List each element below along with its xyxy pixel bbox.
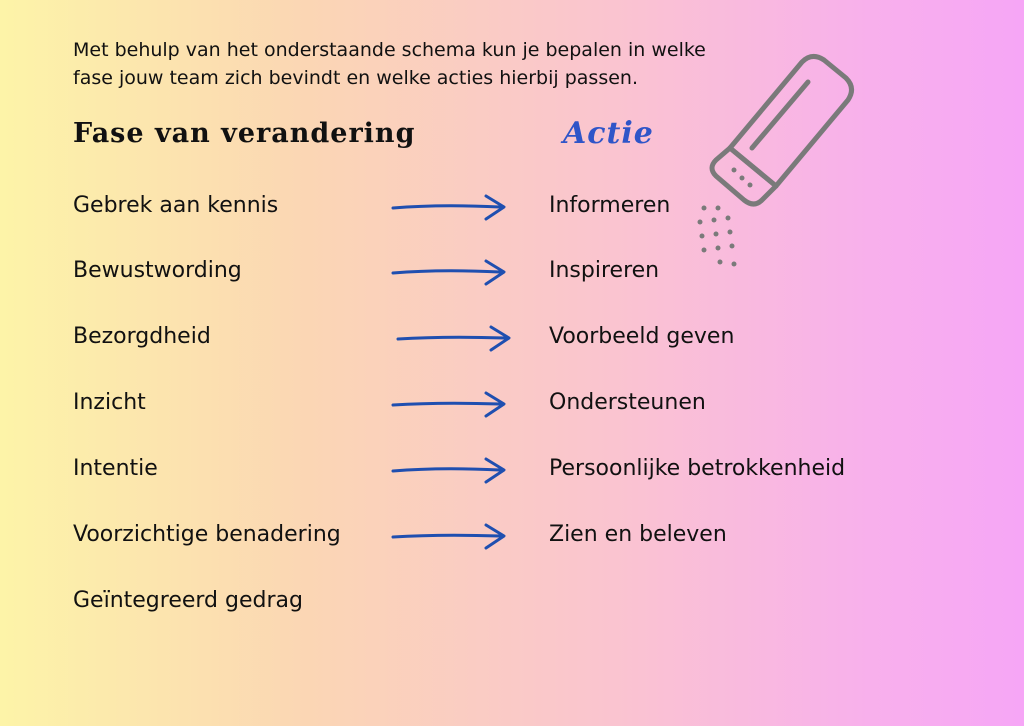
row-4 xyxy=(0,388,1024,428)
phase-label: Geïntegreerd gedrag xyxy=(73,588,303,613)
phase-label: Inzicht xyxy=(73,390,146,415)
arrow-right-icon xyxy=(390,388,515,418)
action-heading: Actie xyxy=(563,116,654,151)
arrow-right-icon xyxy=(390,256,515,286)
row-6 xyxy=(0,520,1024,560)
action-label: Informeren xyxy=(549,193,671,218)
phase-label: Bezorgdheid xyxy=(73,324,211,349)
row-5 xyxy=(0,454,1024,494)
action-label: Zien en beleven xyxy=(549,522,727,547)
intro-line-2: fase jouw team zich bevindt en welke acties hierbij passen. xyxy=(73,67,638,89)
arrow-right-icon xyxy=(390,454,515,484)
phase-heading: Fase van verandering xyxy=(73,118,416,149)
row-1 xyxy=(0,191,1024,231)
row-2 xyxy=(0,256,1024,296)
arrow-right-icon xyxy=(390,191,515,221)
intro-line-1: Met behulp van het onderstaande schema kun je bepalen in welke xyxy=(73,39,706,61)
arrow-right-icon xyxy=(395,322,520,352)
phase-label: Bewustwording xyxy=(73,258,242,283)
arrow-right-icon xyxy=(390,520,515,550)
action-label: Ondersteunen xyxy=(549,390,706,415)
phase-label: Voorzichtige benadering xyxy=(73,522,341,547)
intro-text xyxy=(73,36,773,92)
action-label: Voorbeeld geven xyxy=(549,324,735,349)
phase-label: Gebrek aan kennis xyxy=(73,193,279,218)
row-7 xyxy=(0,586,1024,626)
row-3 xyxy=(0,322,1024,362)
phase-label: Intentie xyxy=(73,456,158,481)
salt-shaker-icon xyxy=(690,48,865,278)
action-label: Persoonlijke betrokkenheid xyxy=(549,456,846,481)
action-label: Inspireren xyxy=(549,258,660,283)
